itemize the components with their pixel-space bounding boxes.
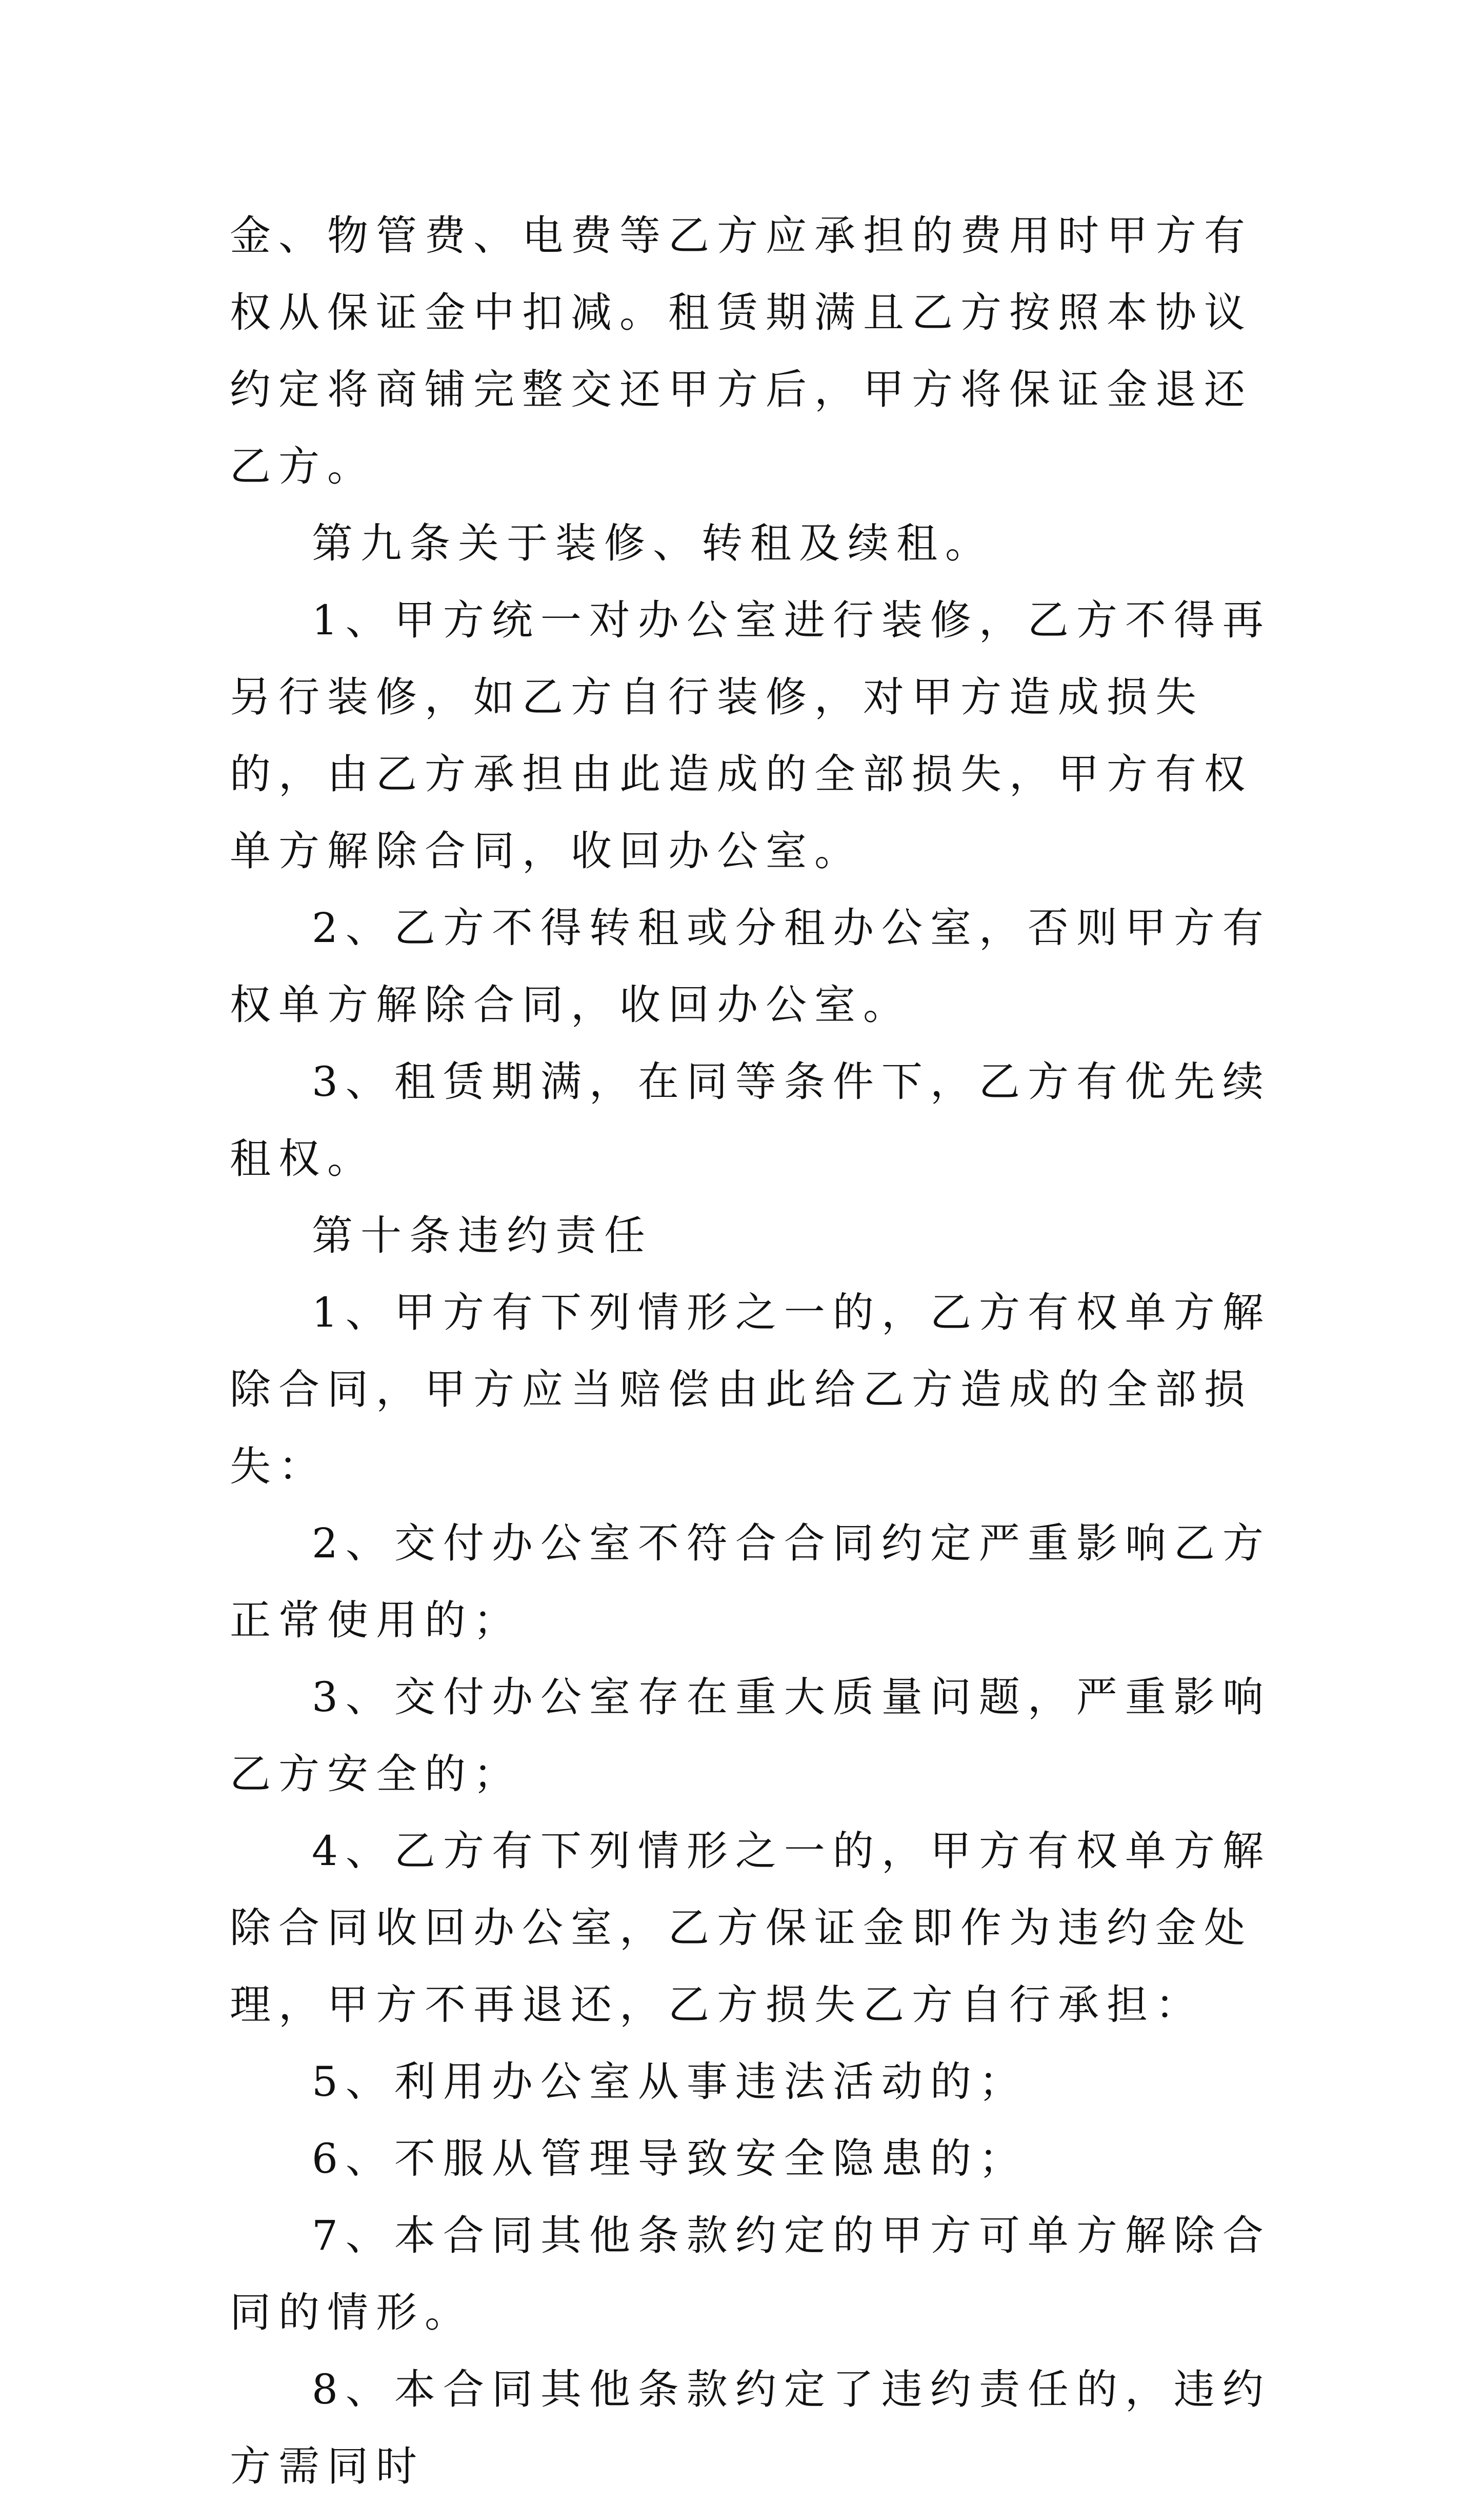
section-heading-article-9: 第九条关于装修、转租及续租。 bbox=[312, 519, 994, 567]
paragraph-article-9-item-3: 3、租赁期满，在同等条件下，乙方有优先续租权。 bbox=[230, 1058, 1271, 1183]
paragraph-article-10-item-6: 6、不服从管理导致安全隐患的； bbox=[312, 2135, 1028, 2182]
section-heading-article-10: 第十条违约责任 bbox=[312, 1212, 653, 1259]
paragraph-article-10-item-1: 1、甲方有下列情形之一的，乙方有权单方解除合同，甲方应当赔偿由此给乙方造成的全部损失： bbox=[230, 1289, 1271, 1490]
paragraph-article-10-item-8: 8、本合同其他条款约定了违约责任的，违约方需同时 bbox=[230, 2366, 1271, 2490]
paragraph-article-9-item-2: 2、乙方不得转租或分租办公室，否则甲方有权单方解除合同，收回办公室。 bbox=[230, 904, 1271, 1029]
paragraph-article-10-item-3: 3、交付办公室存在重大质量问题，严重影响乙方安全的； bbox=[230, 1673, 1271, 1798]
paragraph-article-10-item-2: 2、交付办公室不符合合同约定严重影响乙方正常使用的； bbox=[230, 1519, 1271, 1644]
paragraph-article-10-item-5: 5、利用办公室从事违法活动的； bbox=[312, 2058, 1028, 2106]
paragraph-article-10-item-7: 7、本合同其他条款约定的甲方可单方解除合同的情形。 bbox=[230, 2212, 1271, 2336]
paragraph-article-10-item-4: 4、乙方有下列情形之一的，甲方有权单方解除合同收回办公室，乙方保证金即作为违约金处理，甲方不再退还，乙方损失乙方自行承担： bbox=[230, 1827, 1271, 2029]
paragraph-deposit-continuation: 金、物管费、电费等乙方应承担的费用时甲方有权从保证金中扣减。租赁期满且乙方按照本协议约定将商铺完整交还甲方后，甲方将保证金退还乙方。 bbox=[230, 212, 1253, 490]
document-body bbox=[230, 197, 1276, 2505]
paragraph-article-9-item-1: 1、甲方统一对办公室进行装修，乙方不得再另行装修，如乙方自行装修，对甲方造成损失的，由乙方承担由此造成的全部损失，甲方有权单方解除合同，收回办公室。 bbox=[230, 596, 1271, 875]
